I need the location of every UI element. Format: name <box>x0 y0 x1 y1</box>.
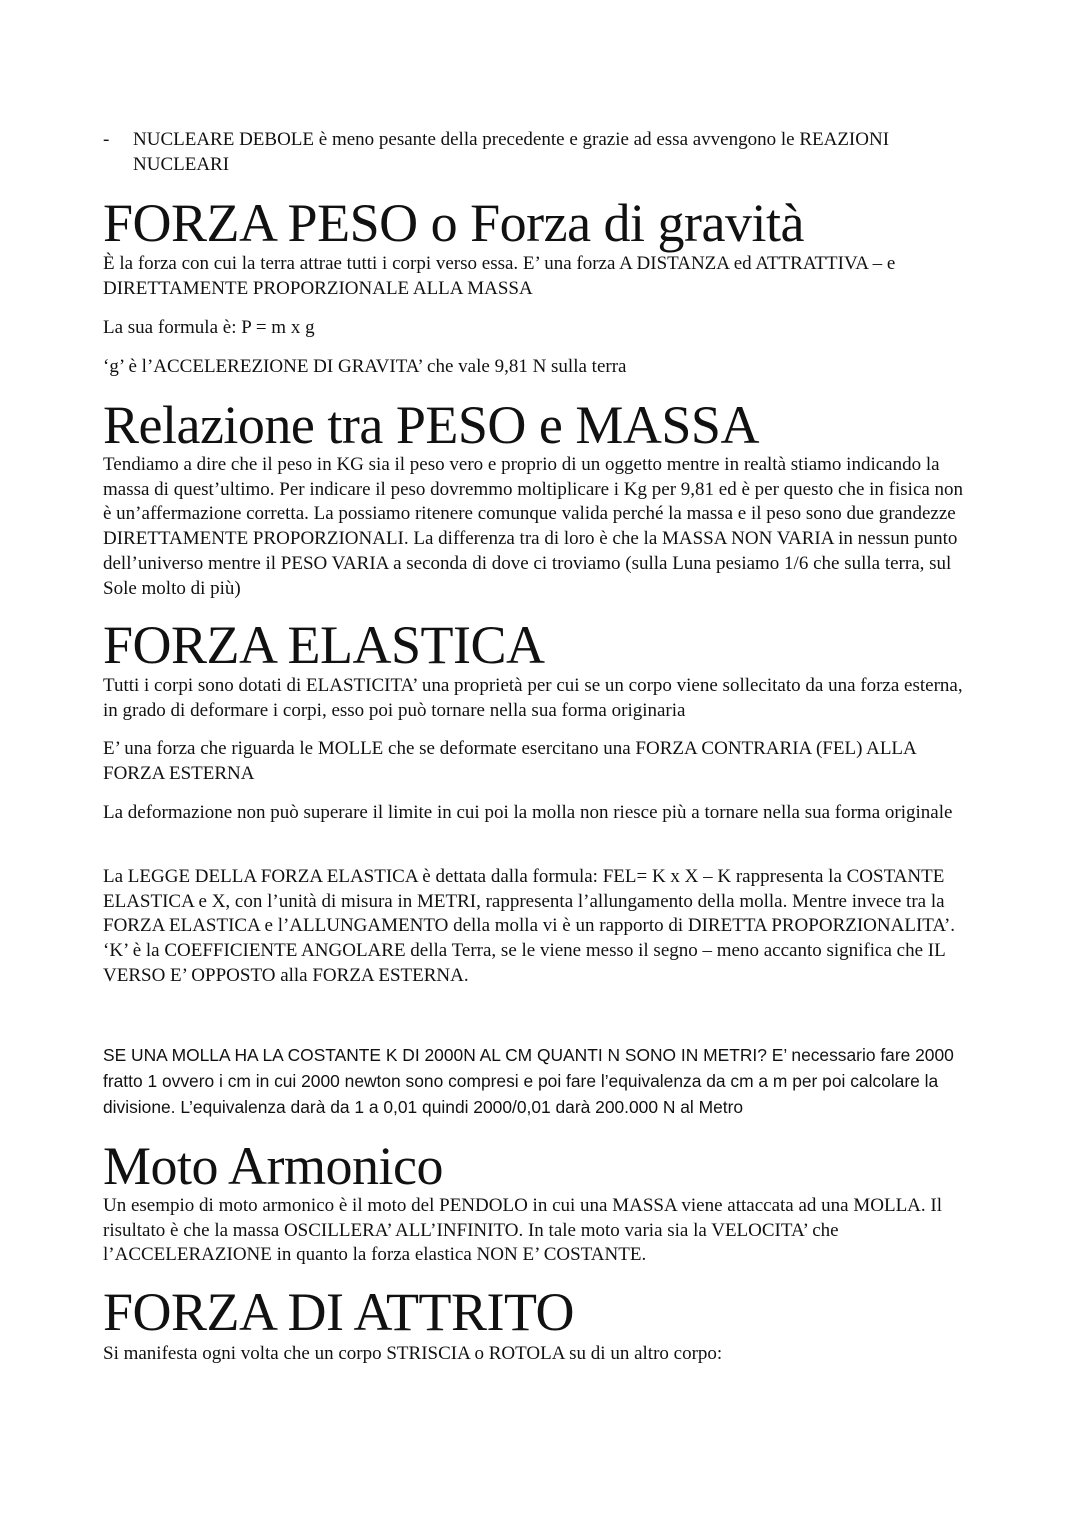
paragraph-relazione-peso-massa: Tendiamo a dire che il peso in KG sia il peso vero e proprio di un oggetto mentre in realtà stiamo indicando la massa di quest’ultimo. Per indicare il peso dovremmo moltiplicare i Kg per 9,81 ed è per questo che in fisica non è un’affermazione corretta. La possiamo ritenere comunque valida perché la massa e il peso sono due grandezze DIRETTAMENTE PROPORZIONALI. La differenza tra di loro è che la MASSA NON VARIA in nessun punto dell’universo mentre il PESO VARIA a seconda di dove ci troviamo (sulla Luna pesiamo 1/6 che sulla terra, sul Sole molto di più) <box>103 454 964 599</box>
paragraph-moto-armonico: Un esempio di moto armonico è il moto del PENDOLO in cui una MASSA viene attaccata ad una MOLLA. Il risultato è che la massa OSCILLERA’ ALL’INFINITO. In tale moto varia sia la VELOCITA’ che l’ACCELERAZIONE in quanto la forza elastica NON E’ COSTANTE. <box>103 1195 942 1266</box>
bullet-text: NUCLEARE DEBOLE è meno pesante della precedente e grazie ad essa avvengono le REAZIONI NUCLEARI <box>133 129 890 175</box>
paragraph-forza-peso-definition: È la forza con cui la terra attrae tutti i corpi verso essa. E’ una forza A DISTANZA ed ATTRATTIVA – e DIRETTAMENTE PROPORZIONALE ALLA MASSA <box>103 253 896 299</box>
paragraph-elasticita: Tutti i corpi sono dotati di ELASTICITA’ una proprietà per cui se un corpo viene sollecitato da una forza esterna, in grado di deformare i corpi, esso poi può tornare nella sua forma originaria <box>103 675 963 721</box>
heading-relazione-peso-massa: Relazione tra PESO e MASSA <box>103 395 759 455</box>
bullet-nucleare-debole <box>103 127 973 177</box>
paragraph-esercizio-molla: SE UNA MOLLA HA LA COSTANTE K DI 2000N AL CM QUANTI N SONO IN METRI? E’ necessario fare 2000 fratto 1 ovvero i cm in cui 2000 newton sono compresi e poi fare l’equivalenza da cm a m per poi calcolare la divisione. L’equivalenza darà da 1 a 0,01 quindi 2000/0,01 darà 200.000 N al Metro <box>103 1045 954 1117</box>
heading-forza-elastica: FORZA ELASTICA <box>103 615 545 675</box>
heading-moto-armonico: Moto Armonico <box>103 1136 443 1196</box>
paragraph-legge-forza-elastica: La LEGGE DELLA FORZA ELASTICA è dettata dalla formula: FEL= K x X – K rappresenta la COSTANTE ELASTICA e X, con l’unità di misura in METRI, rappresenta l’allungamento della molla. Mentre invece tra la FORZA ELASTICA e l’ALLUNGAMENTO della molla vi è un rapporto di DIRETTA PROPORZIONALITA’. ‘K’ è la COEFFICIENTE ANGOLARE della Terra, se le viene messo il segno – meno accanto significa che IL VERSO E’ OPPOSTO alla FORZA ESTERNA. <box>103 866 956 986</box>
paragraph-forza-attrito: Si manifesta ogni volta che un corpo STRISCIA o ROTOLA su di un altro corpo: <box>103 1343 723 1364</box>
paragraph-deformazione: La deformazione non può superare il limite in cui poi la molla non riesce più a tornare nella sua forma originale <box>103 802 953 823</box>
heading-forza-attrito: FORZA DI ATTRITO <box>103 1282 575 1342</box>
paragraph-molle: E’ una forza che riguarda le MOLLE che se deformate esercitano una FORZA CONTRARIA (FEL) ALLA FORZA ESTERNA <box>103 738 916 784</box>
paragraph-accelerazione-gravita: ‘g’ è l’ACCELEREZIONE DI GRAVITA’ che vale 9,81 N sulla terra <box>103 356 627 377</box>
paragraph-forza-peso-formula: La sua formula è: P = m x g <box>103 317 315 338</box>
bullet-dash: - <box>103 129 110 150</box>
heading-forza-peso: FORZA PESO o Forza di gravità <box>103 193 804 253</box>
